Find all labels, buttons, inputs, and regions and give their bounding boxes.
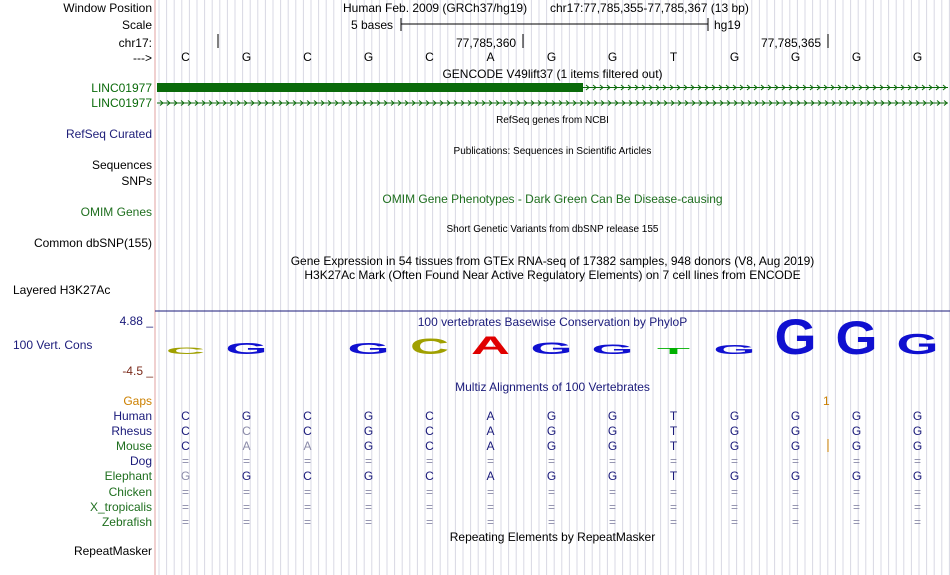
species-base: = — [730, 484, 738, 499]
phylop-logo-letter: C — [410, 333, 449, 359]
species-base: G — [851, 424, 862, 439]
scale-label: Scale — [121, 18, 152, 32]
species-base: C — [425, 424, 434, 439]
reference-base: T — [669, 50, 678, 64]
species-base: = — [425, 514, 433, 529]
species-base: T — [669, 424, 678, 439]
species-base: C — [303, 409, 312, 423]
species-base: G — [546, 409, 557, 423]
h3k27ac-track-label[interactable]: Layered H3K27Ac — [13, 283, 111, 297]
species-base: G — [790, 469, 801, 484]
species-base: G — [851, 469, 862, 484]
species-base: A — [486, 439, 495, 454]
species-base: C — [242, 424, 251, 439]
species-base: G — [546, 424, 557, 439]
species-base: = — [242, 514, 250, 529]
gaps-label[interactable]: Gaps — [123, 394, 152, 408]
species-base: C — [425, 409, 434, 423]
species-base: G — [790, 424, 801, 439]
species-base: = — [242, 499, 250, 514]
repeatmasker-track-label[interactable]: RepeatMasker — [73, 544, 152, 558]
species-base: = — [669, 514, 677, 529]
species-base: = — [242, 484, 250, 499]
species-base: A — [242, 439, 251, 454]
species-base: = — [913, 499, 921, 514]
species-base: = — [425, 454, 433, 469]
species-base: G — [607, 439, 618, 454]
species-base: = — [852, 454, 860, 469]
species-base: G — [363, 469, 374, 484]
species-base: G — [180, 469, 191, 484]
phylop-logo-letter: G — [591, 341, 634, 358]
phylop-logo-letter: G — [225, 340, 268, 358]
species-base: G — [607, 469, 618, 484]
assembly-title: Human Feb. 2009 (GRCh37/hg19) — [343, 1, 528, 15]
snps-track-label[interactable]: SNPs — [121, 174, 152, 188]
species-base: = — [364, 484, 372, 499]
species-base: = — [181, 484, 189, 499]
phylop-logo-letter: G — [530, 339, 573, 358]
species-base: = — [669, 484, 677, 499]
species-base: A — [486, 424, 495, 439]
refseq-track-title[interactable]: RefSeq genes from NCBI — [496, 115, 609, 126]
species-base: G — [546, 439, 557, 454]
species-base: = — [608, 484, 616, 499]
conservation-max-label: 4.88 _ — [119, 314, 153, 328]
species-base: G — [851, 409, 862, 423]
species-label-chicken[interactable]: Chicken — [108, 484, 152, 499]
species-label-mouse[interactable]: Mouse — [115, 439, 152, 454]
species-label-x_tropicalis[interactable]: X_tropicalis — [89, 499, 152, 514]
omim-track-label[interactable]: OMIM Genes — [80, 205, 152, 219]
species-base: C — [425, 439, 434, 454]
species-base: G — [607, 409, 618, 423]
species-label-zebrafish[interactable]: Zebrafish — [101, 514, 152, 529]
reference-base: G — [790, 50, 801, 64]
chrom-label: chr17: — [118, 36, 152, 50]
species-base: T — [669, 439, 678, 454]
phylop-logo-letter: C — [166, 346, 205, 357]
species-base: = — [425, 499, 433, 514]
reference-base: A — [486, 50, 495, 64]
species-base: G — [851, 439, 862, 454]
species-base: C — [181, 439, 190, 454]
species-base: = — [791, 484, 799, 499]
reference-base: G — [363, 50, 374, 64]
species-base: A — [303, 439, 312, 454]
species-base: = — [181, 514, 189, 529]
omim-track-title[interactable]: OMIM Gene Phenotypes - Dark Green Can Be Disease-causing — [382, 192, 723, 206]
species-base: = — [791, 454, 799, 469]
phylop-logo-letter: G — [835, 311, 878, 365]
phylop-logo-letter: A — [471, 331, 510, 360]
species-base: = — [791, 514, 799, 529]
species-base: = — [364, 499, 372, 514]
species-label-rhesus[interactable]: Rhesus — [111, 424, 152, 439]
conservation-track-title[interactable]: 100 vertebrates Basewise Conservation by PhyloP — [417, 315, 688, 329]
species-base: = — [913, 514, 921, 529]
species-base: = — [486, 499, 494, 514]
species-base: = — [303, 514, 311, 529]
gencode-gene-1-feature[interactable] — [157, 83, 948, 92]
phylop-logo-letter: G — [347, 340, 390, 358]
reference-base: G — [851, 50, 862, 64]
reference-base: C — [181, 50, 190, 64]
species-base: = — [303, 484, 311, 499]
phylop-logo-letter: G — [713, 343, 756, 357]
species-base: G — [607, 424, 618, 439]
h3k27ac-track-title[interactable]: H3K27Ac Mark (Often Found Near Active Regulatory Elements) on 7 cell lines from ENCODE — [304, 268, 801, 282]
species-base: G — [729, 469, 740, 484]
phylop-logo-letter: T — [657, 347, 690, 356]
species-base: = — [730, 514, 738, 529]
coord-label-2: 77,785,365 — [761, 36, 822, 50]
phylop-logo-letter: G — [896, 329, 939, 361]
species-base: = — [486, 484, 494, 499]
species-base: G — [241, 409, 252, 423]
species-base: = — [852, 514, 860, 529]
species-base: G — [546, 469, 557, 484]
phylop-logo-letter: G — [774, 309, 817, 366]
species-base: = — [486, 454, 494, 469]
scale-text: 5 bases — [351, 18, 394, 32]
species-label-elephant[interactable]: Elephant — [104, 469, 152, 484]
refseq-track-label[interactable]: RefSeq Curated — [65, 127, 152, 141]
species-base: = — [242, 454, 250, 469]
species-base: A — [486, 469, 495, 484]
species-base: = — [181, 454, 189, 469]
species-base: = — [181, 499, 189, 514]
species-base: = — [608, 499, 616, 514]
strand-label: ---> — [133, 51, 152, 65]
species-base: = — [547, 454, 555, 469]
coord-label-1: 77,785,360 — [456, 36, 517, 50]
species-base: C — [303, 469, 312, 484]
publications-track-title[interactable]: Publications: Sequences in Scientific Articles — [453, 146, 652, 157]
species-base: G — [363, 424, 374, 439]
species-base: = — [547, 484, 555, 499]
species-base: T — [669, 469, 678, 484]
reference-base: C — [303, 50, 312, 64]
species-base: G — [912, 439, 923, 454]
window-position-label: Window Position — [63, 1, 152, 15]
species-base: G — [912, 424, 923, 439]
conservation-min-label: -4.5 _ — [122, 364, 153, 378]
gap-count-mark: 1 — [823, 394, 830, 408]
species-base: = — [486, 514, 494, 529]
species-base: G — [790, 409, 801, 423]
species-base: = — [852, 484, 860, 499]
species-base: = — [303, 454, 311, 469]
species-base: G — [729, 424, 740, 439]
species-base: T — [669, 409, 678, 423]
reference-base: G — [912, 50, 923, 64]
gtex-track-title[interactable]: Gene Expression in 54 tissues from GTEx RNA-seq of 17382 samples, 948 donors (V8, Aug 2019) — [290, 254, 815, 268]
gencode-track-title[interactable]: GENCODE V49lift37 (1 items filtered out) — [442, 67, 663, 81]
species-base: = — [608, 514, 616, 529]
species-base: = — [913, 484, 921, 499]
species-label-human[interactable]: Human — [113, 409, 152, 423]
species-base: G — [729, 439, 740, 454]
species-base: G — [363, 439, 374, 454]
scale-db: hg19 — [714, 18, 741, 32]
species-base: G — [241, 469, 252, 484]
species-label-dog[interactable]: Dog — [129, 454, 152, 469]
reference-base: G — [729, 50, 740, 64]
gencode-gene-2-feature[interactable] — [157, 101, 948, 106]
species-base: = — [547, 514, 555, 529]
gencode-gene-2-label[interactable]: LINC01977 — [91, 96, 152, 110]
reference-base: C — [425, 50, 434, 64]
species-base: C — [303, 424, 312, 439]
multiz-track-title[interactable]: Multiz Alignments of 100 Vertebrates — [455, 380, 650, 394]
position-title: chr17:77,785,355-77,785,367 (13 bp) — [550, 1, 749, 15]
species-base: = — [913, 454, 921, 469]
species-base: = — [608, 454, 616, 469]
species-base: = — [852, 499, 860, 514]
species-base: G — [729, 409, 740, 423]
species-base: = — [730, 454, 738, 469]
conservation-track-label[interactable]: 100 Vert. Cons — [13, 338, 93, 352]
species-base: C — [181, 424, 190, 439]
species-base: = — [669, 499, 677, 514]
species-base: = — [303, 499, 311, 514]
reference-base: G — [241, 50, 252, 64]
species-base: = — [730, 499, 738, 514]
gencode-gene-1-label[interactable]: LINC01977 — [91, 81, 152, 95]
species-base: = — [425, 484, 433, 499]
species-base: G — [912, 409, 923, 423]
species-base: C — [181, 409, 190, 423]
dbsnp-track-title[interactable]: Short Genetic Variants from dbSNP release 155 — [446, 224, 659, 235]
repeatmasker-track-title[interactable]: Repeating Elements by RepeatMasker — [449, 530, 656, 544]
reference-base: G — [546, 50, 557, 64]
species-base: G — [912, 469, 923, 484]
species-base: = — [364, 454, 372, 469]
species-base: C — [425, 469, 434, 484]
sequences-track-label[interactable]: Sequences — [91, 158, 152, 172]
dbsnp-track-label[interactable]: Common dbSNP(155) — [33, 236, 152, 250]
reference-base: G — [607, 50, 618, 64]
species-base: A — [486, 409, 495, 423]
species-base: = — [791, 499, 799, 514]
species-base: = — [547, 499, 555, 514]
species-base: = — [669, 454, 677, 469]
species-base: G — [363, 409, 374, 423]
species-base: = — [364, 514, 372, 529]
species-base: G — [790, 439, 801, 454]
